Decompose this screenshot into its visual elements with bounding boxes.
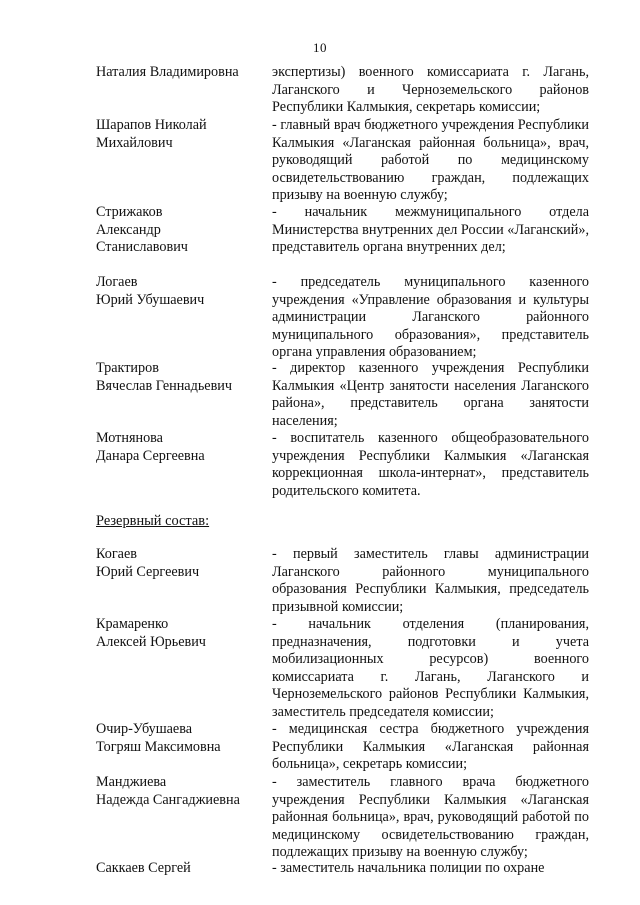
member-role: - главный врач бюджетного учреждения Республики Калмыкия «Лаганская районная больница», врач, руководящий работой по медицинскому освидетельствованию граждан, подлежащих призыву на военную службу; (272, 117, 589, 204)
member-role: - заместитель начальника полиции по охране (272, 860, 545, 876)
page-number: 10 (313, 40, 327, 55)
member-role: - медицинская сестра бюджетного учреждения Республики Калмыкия «Лаганская районная больница», секретарь комиссии; (272, 721, 589, 773)
member-role: - начальник отделения (планирования, предназначения, подготовки и учета мобилизационных ресурсов) военного комиссариата г. Лагань, Лаганского и Черноземельского районов Республики Калмыкия, заместитель председателя комиссии; (272, 616, 589, 720)
member-role: - председатель муниципального казенного учреждения «Управление образования и культуры администрации Лаганского районного муниципального образования», представитель органа управления образованием; (272, 274, 589, 361)
member-name: Саккаев Сергей (96, 860, 191, 876)
member-name: Манджиева Надежда Сангаджиевна (96, 774, 240, 808)
member-name: Мотнянова Данара Сергеевна (96, 430, 205, 464)
member-name: Крамаренко Алексей Юрьевич (96, 616, 206, 650)
member-name: Когаев Юрий Сергеевич (96, 546, 200, 580)
member-name: Наталия Владимировна (96, 64, 239, 80)
member-name: Стрижаков Александр Станиславович (96, 204, 188, 256)
member-name: Логаев Юрий Убушаевич (96, 274, 205, 308)
member-name: Шарапов Николай Михайлович (96, 117, 207, 151)
member-name: Трактиров Вячеслав Геннадьевич (96, 360, 233, 394)
member-role: - воспитатель казенного общеобразовательного учреждения Республики Калмыкия «Лаганская коррекционная школа-интернат», представитель родительского комитета. (272, 430, 589, 499)
member-role: - начальник межмуниципального отдела Министерства внутренних дел России «Лаганский», представитель органа внутренних дел; (272, 204, 589, 256)
member-role: - первый заместитель главы администрации Лаганского районного муниципального образования Республики Калмыкия, председатель призывной комиссии; (272, 546, 589, 615)
member-role: - заместитель главного врача бюджетного учреждения Республики Калмыкия «Лаганская районная больница», врач, руководящий работой по медицинскому освидетельствованию граждан, подлежащих призыву на военную службу; (272, 774, 589, 861)
reserve-section-title: Резервный состав: (96, 513, 210, 529)
member-name: Очир-Убушаева Тогряш Максимовна (96, 721, 221, 755)
member-role: - директор казенного учреждения Республики Калмыкия «Центр занятости населения Лаганского района», представитель органа занятости населения; (272, 360, 589, 429)
member-role: экспертизы) военного комиссариата г. Лагань, Лаганского и Черноземельского районов Республики Калмыкия, секретарь комиссии; (272, 64, 589, 116)
